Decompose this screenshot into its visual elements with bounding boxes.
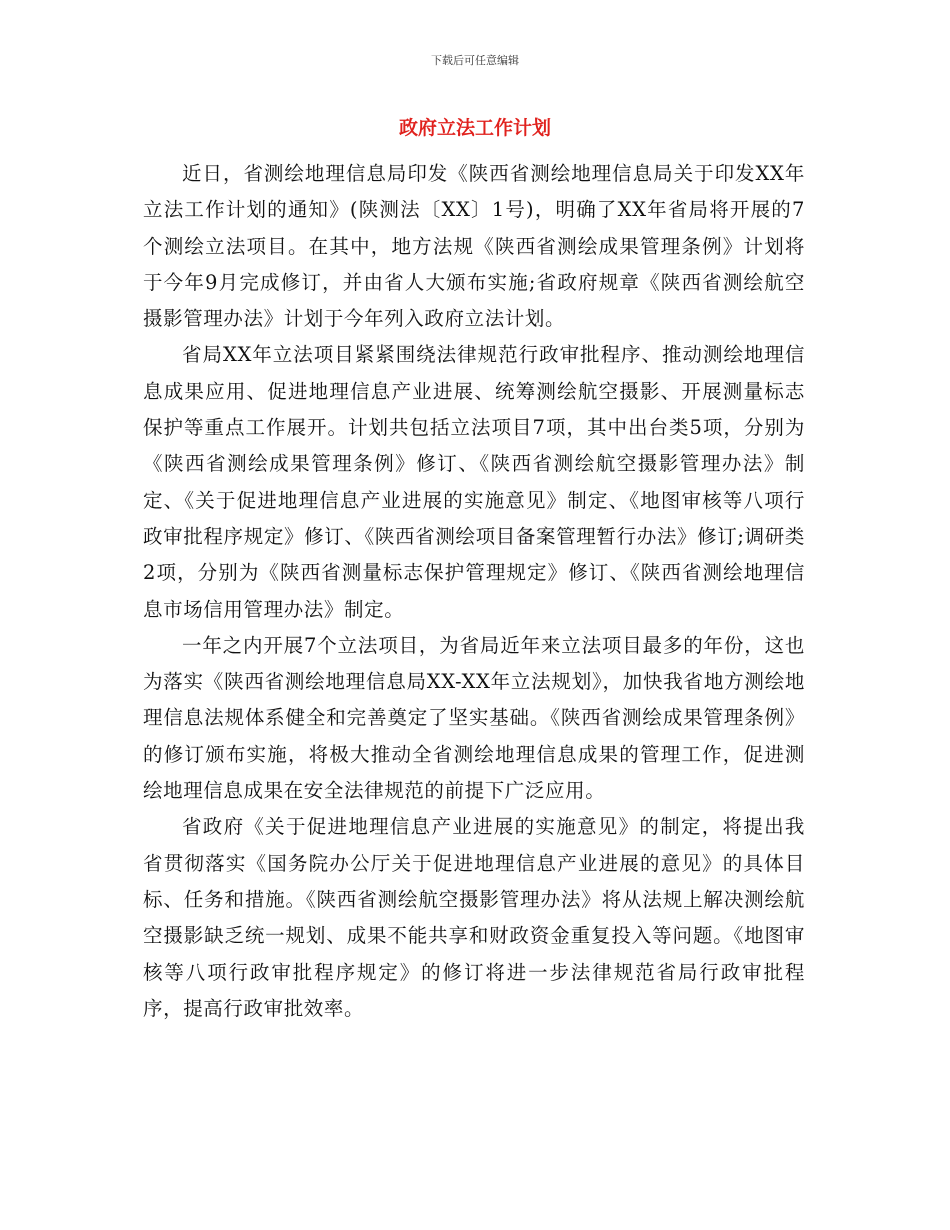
document-title: 政府立法工作计划: [398, 117, 551, 139]
header-note: 下载后可任意编辑: [431, 54, 519, 67]
paragraph-4: 省政府《关于促进地理信息产业进展的实施意见》的制定，将提出我省贯彻落实《国务院办公厅关于促进地理信息产业进展的意见》的具体目标、任务和措施。《陕西省测绘航空摄影管理办法》将从法规上解决测绘航空摄影缺乏统一规划、成果不能共享和财政资金重复投入等问题。《地图审核等八项行政审批程序规定》的修订将进一步法律规范省局行政审批程序，提高行政审批效率。: [143, 815, 805, 1020]
document-body: [143, 156, 805, 1027]
paragraph-3: 一年之内开展7个立法项目，为省局近年来立法项目最多的年份，这也为落实《陕西省测绘地理信息局XX-XX年立法规划》，加快我省地方测绘地理信息法规体系健全和完善奠定了坚实基础。《陕西省测绘成果管理条例》的修订颁布实施，将极大推动全省测绘地理信息成果的管理工作，促进测绘地理信息成果在安全法律规范的前提下广泛应用。: [143, 633, 805, 803]
paragraph-1: 近日，省测绘地理信息局印发《陕西省测绘地理信息局关于印发XX年立法工作计划的通知》(陕测法〔XX〕1号)，明确了XX年省局将开展的7个测绘立法项目。在其中，地方法规《陕西省测绘成果管理条例》计划将于今年9月完成修订，并由省人大颁布实施;省政府规章《陕西省测绘航空摄影管理办法》计划于今年列入政府立法计划。: [143, 162, 805, 331]
paragraph-2: 省局XX年立法项目紧紧围绕法律规范行政审批程序、推动测绘地理信息成果应用、促进地理信息产业进展、统筹测绘航空摄影、开展测量标志保护等重点工作展开。计划共包括立法项目7项，其中出台类5项，分别为《陕西省测绘成果管理条例》修订、《陕西省测绘航空摄影管理办法》制定、《关于促进地理信息产业进展的实施意见》制定、《地图审核等八项行政审批程序规定》修订、《陕西省测绘项目备案管理暂行办法》修订;调研类2项，分别为《陕西省测量标志保护管理规定》修订、《陕西省测绘地理信息市场信用管理办法》制定。: [143, 343, 805, 621]
